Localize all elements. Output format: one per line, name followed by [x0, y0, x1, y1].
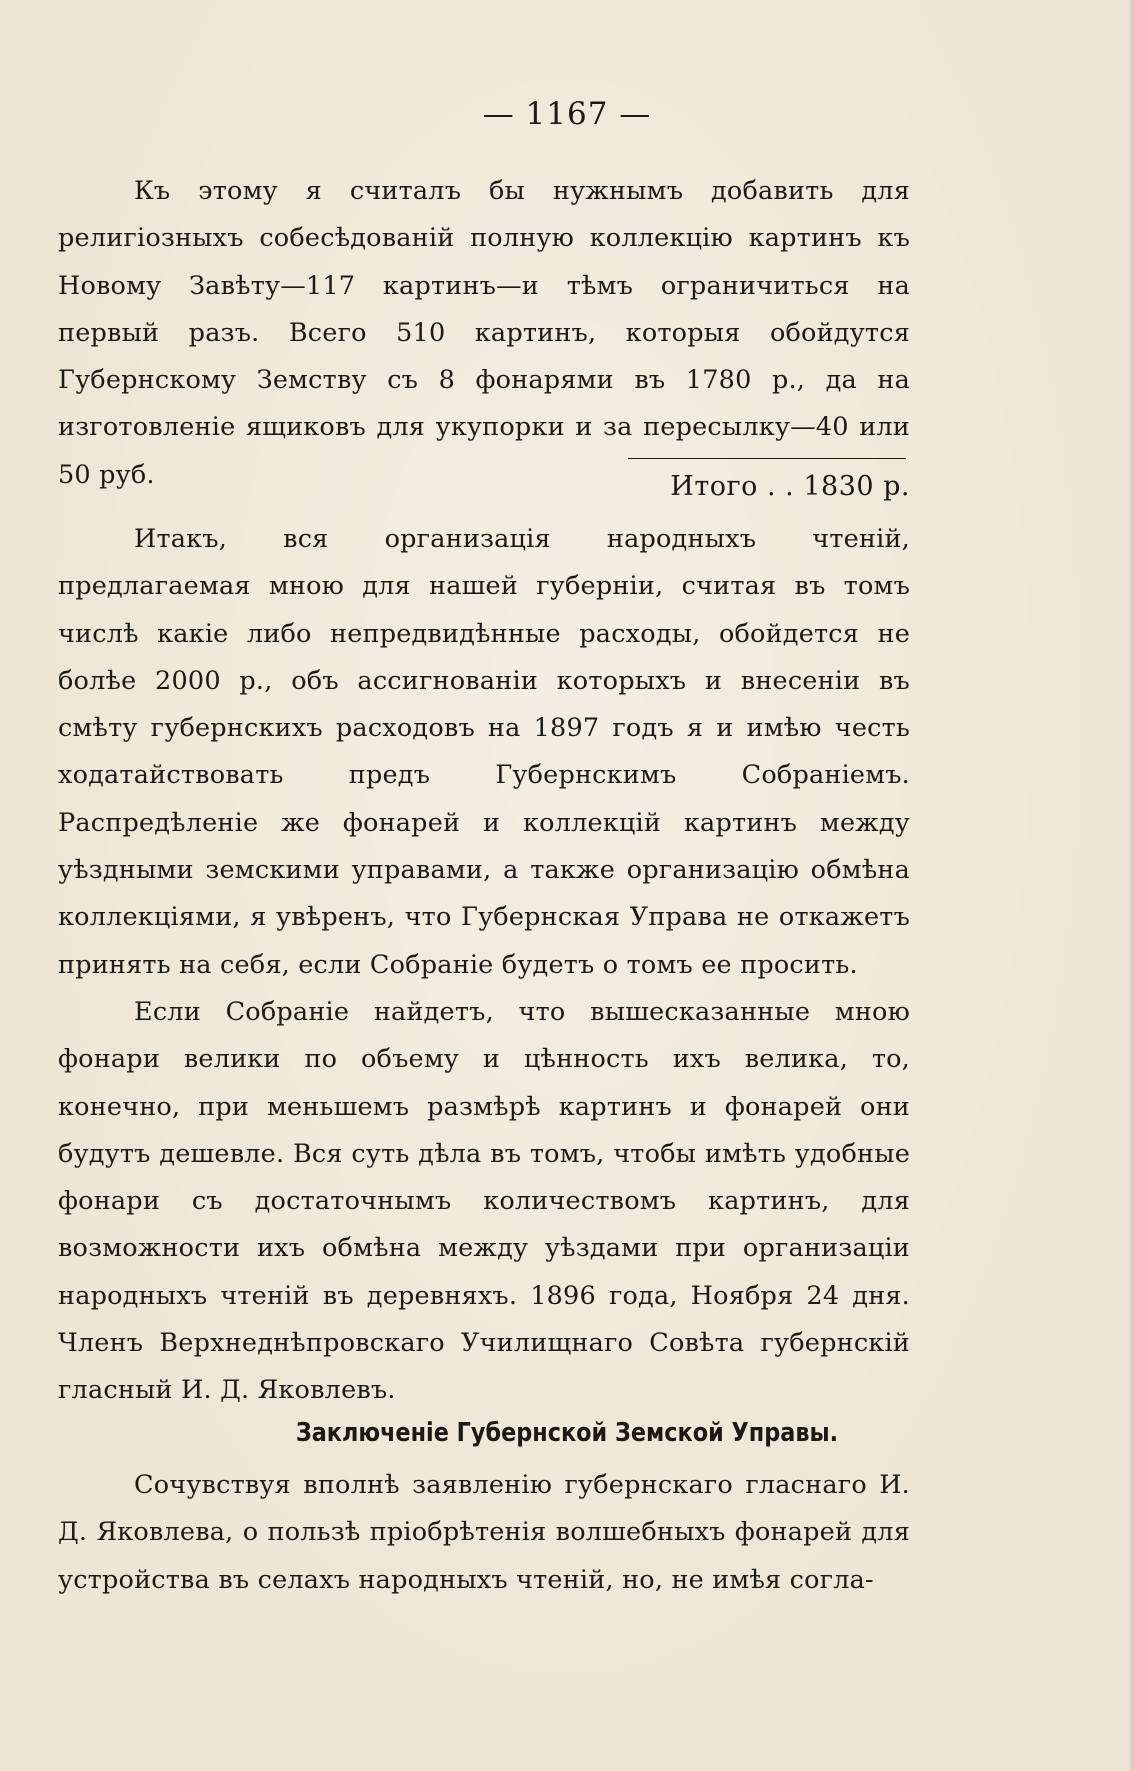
text-block-main [58, 516, 910, 1415]
page-number: — 1167 — [482, 96, 652, 132]
text-block-conclusion [58, 1462, 910, 1604]
text-block-intro [58, 168, 910, 499]
paragraph-lanterns: Если Собраніе найдетъ, что вышесказанные мною фонари велики по объему и цѣнность ихъ велика, то, конечно, при меньшемъ размѣрѣ картинъ и фонарей они будутъ дешевле. Вся суть дѣла въ томъ, чтобы имѣть удобные фонари съ достаточнымъ количествомъ картинъ, для возможности ихъ обмѣна между уѣздами при организаціи народныхъ чтеній въ деревняхъ. 1896 года, Ноября 24 дня. Членъ Верхнеднѣпровскаго Училищнаго Совѣта губернскій гласный И. Д. Яковлевъ. [58, 996, 910, 1406]
paragraph-collection-cost: Къ этому я считалъ бы нужнымъ добавить для религіозныхъ собесѣдованій полную коллекцію картинъ къ Новому Завѣту—117 картинъ—и тѣмъ ограничиться на первый разъ. Всего 510 картинъ, которыя обойдутся Губернскому Земству съ 8 фонарями въ 1780 р., да на изготовленіе ящиковъ для укупорки и за пересылку—40 или 50 руб. [58, 176, 910, 490]
page-edge-shadow [1128, 0, 1134, 1771]
section-heading: Заключеніе Губернской Земской Управы. [295, 1418, 839, 1448]
paragraph-conclusion: Сочувствуя вполнѣ заявленію губернскаго гласнаго И. Д. Яковлева, о пользѣ пріобрѣтенія волшебныхъ фонарей для устройства въ селахъ народныхъ чтеній, но, не имѣя согла- [58, 1470, 910, 1595]
total-rule [628, 458, 906, 459]
total-line: Итого . . 1830 р. [670, 471, 910, 502]
paragraph-organization: Итакъ, вся организація народныхъ чтеній, предлагаемая мною для нашей губерніи, считая въ томъ числѣ какіе либо непредвидѣнные расходы, обойдется не болѣе 2000 р., объ ассигнованіи которыхъ и внесеніи въ смѣту губернскихъ расходовъ на 1897 годъ я и имѣю честь ходатайствовать предъ Губернскимъ Собраніемъ. Распредѣленіе же фонарей и коллекцій картинъ между уѣздными земскими управами, а также организацію обмѣна коллекціями, я увѣренъ, что Губернская Управа не откажетъ принять на себя, если Собраніе будетъ о томъ ее просить. [58, 524, 910, 980]
